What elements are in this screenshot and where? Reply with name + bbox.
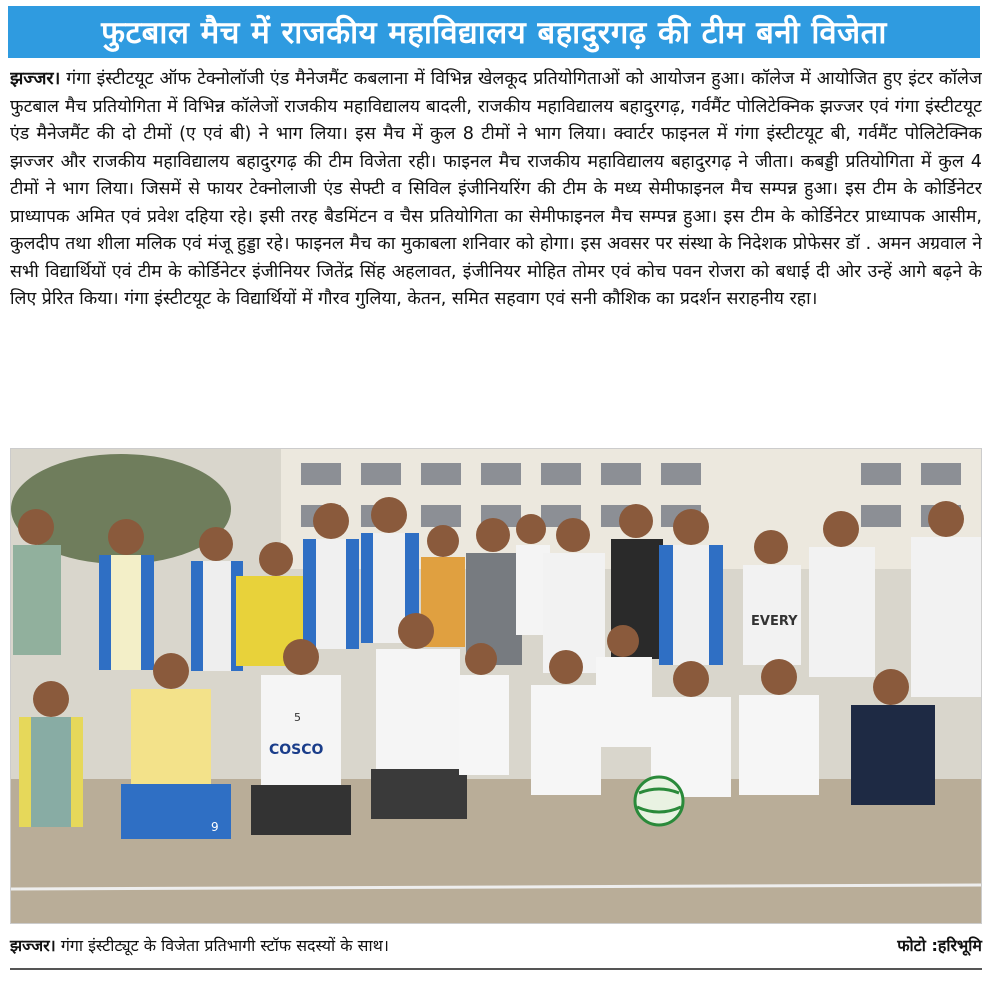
team-photo (10, 448, 982, 924)
photo-jersey-text-every: EVERY (751, 614, 798, 629)
football-icon (635, 777, 683, 825)
caption-text: गंगा इंस्टीट्यूट के विजेता प्रतिभागी स्टॉफ सदस्यों के साथ। (55, 936, 389, 955)
caption-place: झज्जर। (10, 936, 56, 955)
photo-caption (10, 932, 982, 958)
photo-shorts-number-9: 9 (211, 820, 219, 834)
caption-text-wrap (10, 934, 389, 956)
bottom-divider (10, 968, 982, 970)
article-dateline: झज्जर। (10, 69, 61, 89)
photo-jersey-number-5: 5 (294, 711, 301, 724)
photo-credit: फोटो :हरिभूमि (897, 936, 982, 955)
team-photo-illustration (11, 449, 981, 923)
headline: फुटबाल मैच में राजकीय महाविद्यालय बहादुरगढ़ की टीम बनी विजेता (8, 6, 980, 58)
article-text: गंगा इंस्टीटयूट ऑफ टेक्नोलॉजी एंड मैनेजमैंट कबलाना में विभिन्न खेलकूद प्रतियोगिताओं को आयोजन हुआ। कॉलेज में आयोजित हुए इंटर कॉलेज फुटबाल मैच प्रतियोगिता में विभिन्न कॉलेजों राजकीय महाविद्यालय बादली, राजकीय महाविद्यालय बहादुरगढ़, गर्वमैंट पोलिटेक्निक झज्जर एवं गंगा इंस्टीटयूट एंड मैनेजमैंट की दो टीमों (ए एवं बी) ने भाग लिया। इस मैच में कुल 8 टीमों ने भाग लिया। क्वार्टर फाइनल में गंगा इंस्टीटयूट बी, गर्वमैंट पोलिटेक्निक झज्जर और राजकीय महाविद्यालय बहादुरगढ़ की टीम विजेता रही। फाइनल मैच राजकीय महाविद्यालय बहादुरगढ़ ने जीता। कबड्डी प्रतियोगिता में कुल 4 टीमों ने भाग लिया। जिसमें से फायर टेक्नोलाजी एंड सेफ्टी व सिविल इंजीनियरिंग की टीम के मध्य सेमीफाइनल मैच सम्पन्न हुआ। इस टीम के कोर्डिनेटर प्राध्यापक अमित एवं प्रवेश दहिया रहे। इसी तरह बैडमिंटन व चैस प्रतियोगिता का सेमीफाइनल मैच सम्पन्न हुआ। इस टीम के कोर्डिनेटर प्राध्यापक आसीम, कुलदीप तथा शीला मलिक एवं मंजू हुड्डा रहे। फाइनल मैच का मुकाबला शनिवार को होगा। इस अवसर पर संस्था के निदेशक प्रोफेसर डॉ . अमन अग्रवाल ने सभी विद्यार्थियों एवं टीम के कोर्डिनेटर इंजीनियर जितेंद्र सिंह अहलावत, इंजीनियर मोहित तोमर एवं कोच पवन रोजरा को बधाई दी ओर उन्हें आगे बढ़ने के लिए प्रेरित किया। गंगा इंस्टीटयूट के विद्यार्थियों में गौरव गुलिया, केतन, समित सहवाग एवं सनी कौशिक का प्रदर्शन सराहनीय रहा। (10, 69, 982, 309)
photo-jersey-text-cosco: COSCO (269, 742, 324, 758)
article-body (10, 66, 982, 426)
